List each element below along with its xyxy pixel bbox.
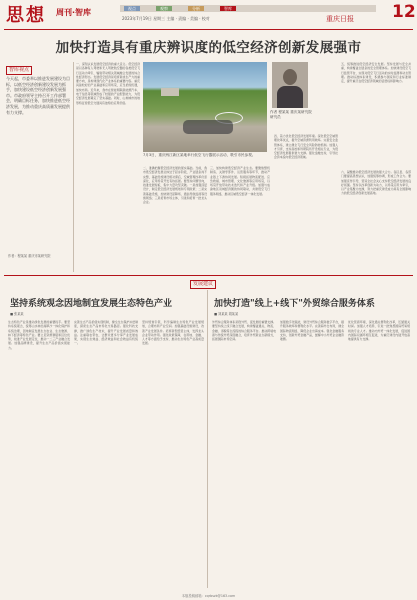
tab-3: 分析 [188, 6, 204, 11]
photo-crowd [183, 120, 233, 134]
column-5-text: 五、统筹推进低空经济安全发展。坚持发展与安全并重，构建覆盖全链条的安全管理体系。加快建设低空飞行监管平台，实现对低空飞行活动的实时监测和动态管理。推动标准体系建设，积极参与国家和行业标准制定，提升重庆在低空经济领域的话语权和影响力。 [341, 62, 411, 84]
photo-building [161, 88, 179, 96]
column-2-text: 二、准确把握低空经济发展的现实基础。当前，我市低空经济发展总体处于起步阶段，产业链条尚不完整，基础设施建设相对滞后，空域管理改革仍需深化，应用场景开发有待拓展。要坚持问题导向，找准发展短板，集中力量攻坚突破。一是加强顶层设计，制定低空经济发展规划和专项政策；二是完善基础设施，加快建设起降场、通信导航监视等设施网络；三是培育市场主体，引进和培育一批龙头企业。 [143, 166, 207, 205]
text-column-5 [341, 62, 411, 167]
left-column-2-text: 完善生态产品价值实现机制，健全生态保护补偿制度，探索生态产品市场化交易路径。强化科技支撑，推广绿色生产技术，提升产业发展质量和效益。注重联农带农，让群众更多分享产业发展成果，实现生态效益、经济效益和社会效益有机统一。 [74, 320, 138, 346]
right-column-1-text: 外贸综合服务体系是稳外贸、促发展的重要支撑。要坚持线上线下融合发展，构建覆盖通关、物流、金融、退税等全流程的综合服务平台。推动跨境电商与传统外贸深度融合，培育外贸新业态新模式，拓展国际市场空间。 [212, 320, 276, 342]
column-rule [73, 62, 74, 272]
lead-text: 今天起，市委举以推进发展建设为目标，以低空经济创新建设发展为抓手，加快建设低空经济创新发展强市。市政府领导主持召开工作部署会，明确目标任务，加快推进低空经济发展，为推动重庆高质量发展提供有力支撑。 [6, 76, 70, 115]
article-lead [6, 76, 70, 246]
article-tag: 智库视点 [6, 66, 32, 75]
article-byline: 作者：程某某 重庆市某研究院 [8, 254, 51, 258]
right-headline: 加快打造"线上+线下"外贸综合服务体系 [214, 299, 375, 309]
right-column-3-text: 优化营商环境，深化通关便利化改革，压缩通关时间。加强人才培养，引进一批熟悉国际贸易规则的专业人才。推动内外贸一体化发展，促进国内国际双循环相互促进，为重庆建设内陆开放高地提供有力支撑。 [348, 320, 410, 342]
column-1-text: 一、深刻认识发展低空经济的重大意义。低空经济是以各种有人驾驶和无人驾驶航空器的各类低空飞行活动为牵引，辐射带动相关领域融合发展的综合性经济形态。发展低空经济是培育新质生产力的重要方向，是构建现代化产业体系的重要内容。重庆具备较好的产业基础和应用场景，应当抢抓机遇，加快布局。近年来，我市在智能网联新能源汽车、电子信息等领域形成了较强的产业配套能力，为低空经济发展奠定了坚实基础。同时，山地城市的地形特征使低空交通具有独特的应用价值。 [76, 62, 140, 105]
masthead-meta: 2023年7月19日 星期三 主编 · 责编 · 美编 · 校对 [122, 16, 210, 21]
right-column-2 [280, 320, 344, 588]
text-column-4 [274, 134, 338, 272]
text-column-6 [341, 170, 411, 272]
tab-1: 视点 [124, 6, 140, 11]
text-column-3 [210, 166, 270, 272]
column-3-text: 三、加快构建低空经济产业生态。要聚焦整机制造、关键零部件、运营服务等环节，推动产业链上下游协同发展。积极拓展物流配送、应急救援、城市管理、文化旅游等应用场景，以场景开放带动技术迭代和产业升级。加强与成渝地区双城经济圈的协同联动，共建低空飞行服务网络，推动区域低空经济一体化发展。 [210, 166, 270, 196]
left-column-2 [74, 320, 138, 588]
right-column-2-text: 加强数字化赋能，建设外贸综合服务数字平台，提升服务效率和便利化水平。完善海外仓布局，健全国际物流网络，降低企业出海成本。强化金融服务支持，创新外贸金融产品，缓解中小外贸企业融资难题。 [280, 320, 344, 342]
page-number: 12 [392, 2, 416, 22]
left-headline: 坚持系统观念因地制宜发展生态特色产业 [10, 299, 173, 309]
section-title: 思想 [6, 5, 46, 26]
left-byline: ■ 张某某 [10, 312, 24, 316]
portrait-caption: 作者 程某某 重庆某研究院研究员 [270, 110, 312, 119]
left-column-1-text: 生态特色产业是推动绿色发展的重要抓手。要坚持系统观念，统筹山水林田湖草沙一体化保护和系统治理，因地制宜发展生态农业、生态旅游、林下经济等特色产业。要立足资源禀赋和区位优势，找准产业发展定位，推动一二三产业融合发展。加强品牌建设，提升生态产品价值实现能力。 [8, 320, 70, 350]
portrait-head [283, 69, 297, 85]
right-column-1 [212, 320, 276, 588]
portrait-body [277, 86, 303, 108]
left-column-1 [8, 320, 70, 588]
left-column-3-text: 坚持规划引领，科学编制生态特色产业发展规划，合理布局产业空间。加强基础设施建设，改善产业发展条件。培育新型经营主体，发挥龙头企业带动作用。强化政策保障，在用地、金融、人才等方面给予支持，推动生态特色产业高质量发展。 [142, 320, 204, 346]
section-subtitle: 周刊·智库 [56, 8, 92, 17]
event-photo [143, 62, 267, 152]
tab-4: 智库 [220, 6, 236, 11]
photo-caption: 7月3日，重庆两江新区某地举行低空飞行器展示活动，吸引市民参观。 [143, 153, 256, 157]
masthead [0, 0, 417, 30]
column-6-text: 六、凝聚推动低空经济发展的强大合力。各区县、各部门要提高思想认识，加强统筹协调，形成工作合力。要加强宣传引导，营造全社会关心支持低空经济发展的良好氛围。坚持以改革创新为动力，以场景应用为牵引，以产业集聚为支撑，努力把重庆建设成为具有全国影响力的低空经济创新发展高地。 [341, 170, 411, 196]
top-headline: 加快打造具有重庆辨识度的低空经济创新发展强市 [55, 40, 362, 56]
author-portrait [272, 62, 308, 108]
column-4-text: 四、着力优化低空经济发展环境。深化低空空域管理改革试点，提升空域资源利用效率。完善安全监管体系，建立健全飞行安全风险防控机制。加强人才引育，支持高校和科研院所开设相关专业，为低空经济发展提供智力支撑。强化金融支持，引导社会资本投向低空经济领域。 [274, 134, 338, 160]
bottom-tag: 发展建议 [190, 280, 216, 289]
section-divider [4, 275, 413, 276]
text-column-2 [143, 166, 207, 272]
masthead-rule [4, 29, 413, 30]
bottom-column-rule [207, 290, 208, 588]
paper-name: 重庆日报 [326, 15, 354, 23]
page-footer: 本版投稿邮箱：cqrbszk@163.com [181, 594, 236, 598]
text-column-1 [76, 62, 140, 272]
left-column-3 [142, 320, 204, 588]
right-column-3 [348, 320, 410, 588]
tab-2: 观察 [156, 6, 172, 11]
right-byline: ■ 刘某某 胡某某 [214, 312, 239, 316]
